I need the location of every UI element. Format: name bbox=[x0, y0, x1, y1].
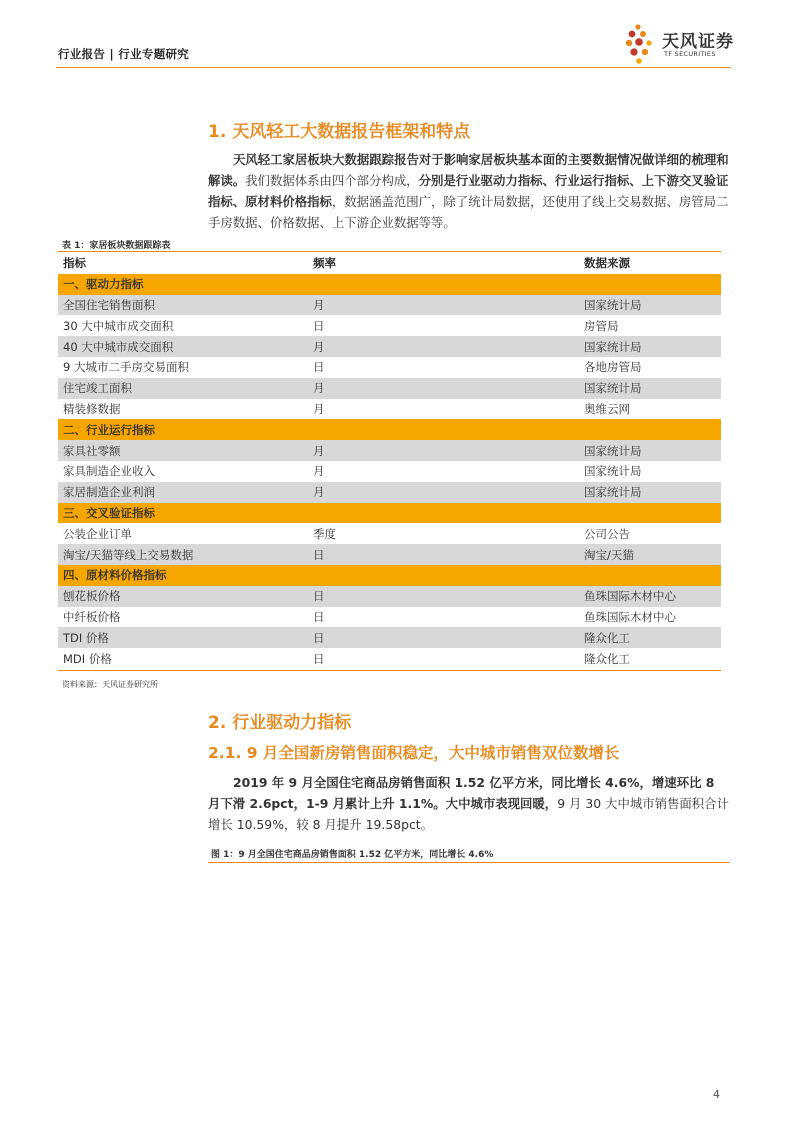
table-cell: 国家统计局 bbox=[579, 295, 721, 316]
table-cell: 家具制造企业收入 bbox=[58, 461, 308, 482]
table-cell: 四、原材料价格指标 bbox=[58, 565, 308, 586]
table-row bbox=[58, 378, 721, 399]
table-cell: 中纤板价格 bbox=[58, 607, 308, 628]
table-header-cell: 数据来源 bbox=[584, 256, 630, 271]
table-row bbox=[58, 523, 721, 544]
table-cell: 9 大城市二手房交易面积 bbox=[58, 357, 308, 378]
logo-name: 天风证券 bbox=[662, 32, 734, 52]
table-cell: 国家统计局 bbox=[579, 482, 721, 503]
table-cell: 公装企业订单 bbox=[58, 523, 308, 544]
table-section-row bbox=[58, 565, 721, 586]
table-cell bbox=[308, 419, 579, 440]
table-cell: 月 bbox=[308, 461, 579, 482]
section1-paragraph bbox=[208, 149, 730, 233]
table-cell: 日 bbox=[308, 544, 579, 565]
table-bottom-rule bbox=[58, 670, 721, 671]
section2-paragraph bbox=[208, 772, 730, 835]
table-cell: 各地房管局 bbox=[579, 357, 721, 378]
table-cell: 家具社零额 bbox=[58, 440, 308, 461]
table-cell: 住宅竣工面积 bbox=[58, 378, 308, 399]
table-header-row bbox=[58, 253, 721, 274]
table-caption: 表 1：家居板块数据跟踪表 bbox=[62, 241, 171, 251]
table-cell: 日 bbox=[308, 315, 579, 336]
table-cell: 日 bbox=[308, 607, 579, 628]
table-cell bbox=[579, 274, 721, 295]
table-cell: 国家统计局 bbox=[579, 461, 721, 482]
table-cell: 刨花板价格 bbox=[58, 586, 308, 607]
logo-mark-icon bbox=[622, 22, 658, 66]
table-cell: 房管局 bbox=[579, 315, 721, 336]
table-cell: 奥维云网 bbox=[579, 399, 721, 420]
table-source: 资料来源：天风证券研究所 bbox=[62, 680, 158, 689]
header-rule bbox=[56, 67, 731, 68]
table-cell: 家居制造企业利润 bbox=[58, 482, 308, 503]
data-tracking-table bbox=[58, 253, 721, 669]
table-row bbox=[58, 399, 721, 420]
figure-caption: 图 1：9 月全国住宅商品房销售面积 1.52 亿平方米，同比增长 4.6% bbox=[211, 850, 494, 860]
table-cell: 月 bbox=[308, 482, 579, 503]
header-title: 行业报告 | 行业专题研究 bbox=[58, 47, 190, 61]
table-cell: 隆众化工 bbox=[579, 627, 721, 648]
table-cell: 日 bbox=[308, 627, 579, 648]
table-cell bbox=[579, 565, 721, 586]
table-cell: 国家统计局 bbox=[579, 440, 721, 461]
table-cell: MDI 价格 bbox=[58, 648, 308, 669]
table-cell: 精装修数据 bbox=[58, 399, 308, 420]
para-part: 2019 年 9 月全国住宅商品房销售面积 1.52 亿平方米，同比增长 4.6%，增速环比 8 月下滑 2.6pct，1-9 月累计上升 1.1%。大中城市表现回暖， bbox=[208, 775, 715, 811]
table-cell: 月 bbox=[308, 336, 579, 357]
table-section-row bbox=[58, 274, 721, 295]
table-cell: 月 bbox=[308, 378, 579, 399]
table-row bbox=[58, 607, 721, 628]
table-cell: 三、交叉验证指标 bbox=[58, 503, 308, 524]
table-cell: 二、行业运行指标 bbox=[58, 419, 308, 440]
company-logo bbox=[622, 22, 734, 66]
table-cell: 40 大中城市成交面积 bbox=[58, 336, 308, 357]
table-cell: 一、驱动力指标 bbox=[58, 274, 308, 295]
table-cell: 月 bbox=[308, 440, 579, 461]
section2-1-heading: 2.1. 9 月全国新房销售面积稳定，大中城市销售双位数增长 bbox=[208, 744, 620, 762]
table-header-cell: 频率 bbox=[313, 256, 336, 271]
table-cell bbox=[579, 419, 721, 440]
table-cell: 全国住宅销售面积 bbox=[58, 295, 308, 316]
table-cell: TDI 价格 bbox=[58, 627, 308, 648]
table-row bbox=[58, 357, 721, 378]
table-row bbox=[58, 648, 721, 669]
table-row bbox=[58, 544, 721, 565]
table-cell: 30 大中城市成交面积 bbox=[58, 315, 308, 336]
table-section-row bbox=[58, 419, 721, 440]
table-row bbox=[58, 586, 721, 607]
section2-heading: 2. 行业驱动力指标 bbox=[208, 713, 352, 733]
table-row bbox=[58, 461, 721, 482]
para-part: 我们数据体系由四个部分构成， bbox=[245, 173, 419, 188]
table-cell: 公司公告 bbox=[579, 523, 721, 544]
logo-subtitle: TF SECURITIES bbox=[664, 50, 716, 58]
table-cell: 鱼珠国际木材中心 bbox=[579, 586, 721, 607]
table-cell: 鱼珠国际木材中心 bbox=[579, 607, 721, 628]
table-row bbox=[58, 336, 721, 357]
table-cell bbox=[308, 274, 579, 295]
table-row bbox=[58, 440, 721, 461]
table-cell: 月 bbox=[308, 295, 579, 316]
table-row bbox=[58, 295, 721, 316]
table-cell: 月 bbox=[308, 399, 579, 420]
table-cell: 日 bbox=[308, 586, 579, 607]
para-part: 9 月 30 大中城市销售面积合计增长 10.59%，较 8 月提升 19.58pct。 bbox=[208, 796, 729, 832]
table-row bbox=[58, 315, 721, 336]
para-part: ，数据涵盖范围广，除了统计局数据，还使用了线上交易数据、房管局二手房数据、价格数据、上下游企业数据等等。 bbox=[208, 194, 729, 230]
table-cell bbox=[308, 503, 579, 524]
table-cell: 日 bbox=[308, 648, 579, 669]
table-cell: 季度 bbox=[308, 523, 579, 544]
table-cell: 淘宝/天猫等线上交易数据 bbox=[58, 544, 308, 565]
table-section-row bbox=[58, 503, 721, 524]
table-cell: 日 bbox=[308, 357, 579, 378]
para-part: 分别是行业驱动力指标、行业运行指标、上下游交叉验证指标、原材料价格指标 bbox=[208, 173, 729, 209]
table-cell bbox=[308, 565, 579, 586]
para-part: 天风轻工家居板块大数据跟踪报告对于影响家居板块基本面的主要数据情况做详细的梳理和解读。 bbox=[208, 152, 729, 188]
page-number: 4 bbox=[713, 1088, 720, 1101]
table-cell bbox=[579, 503, 721, 524]
table-cell: 隆众化工 bbox=[579, 648, 721, 669]
table-cell: 淘宝/天猫 bbox=[579, 544, 721, 565]
table-row bbox=[58, 482, 721, 503]
table-row bbox=[58, 627, 721, 648]
table-cell: 国家统计局 bbox=[579, 336, 721, 357]
section1-heading: 1. 天风轻工大数据报告框架和特点 bbox=[208, 122, 471, 142]
table-cell: 国家统计局 bbox=[579, 378, 721, 399]
figure-rule bbox=[208, 862, 730, 863]
table-top-rule bbox=[58, 251, 721, 252]
table-header-cell: 指标 bbox=[63, 256, 86, 271]
